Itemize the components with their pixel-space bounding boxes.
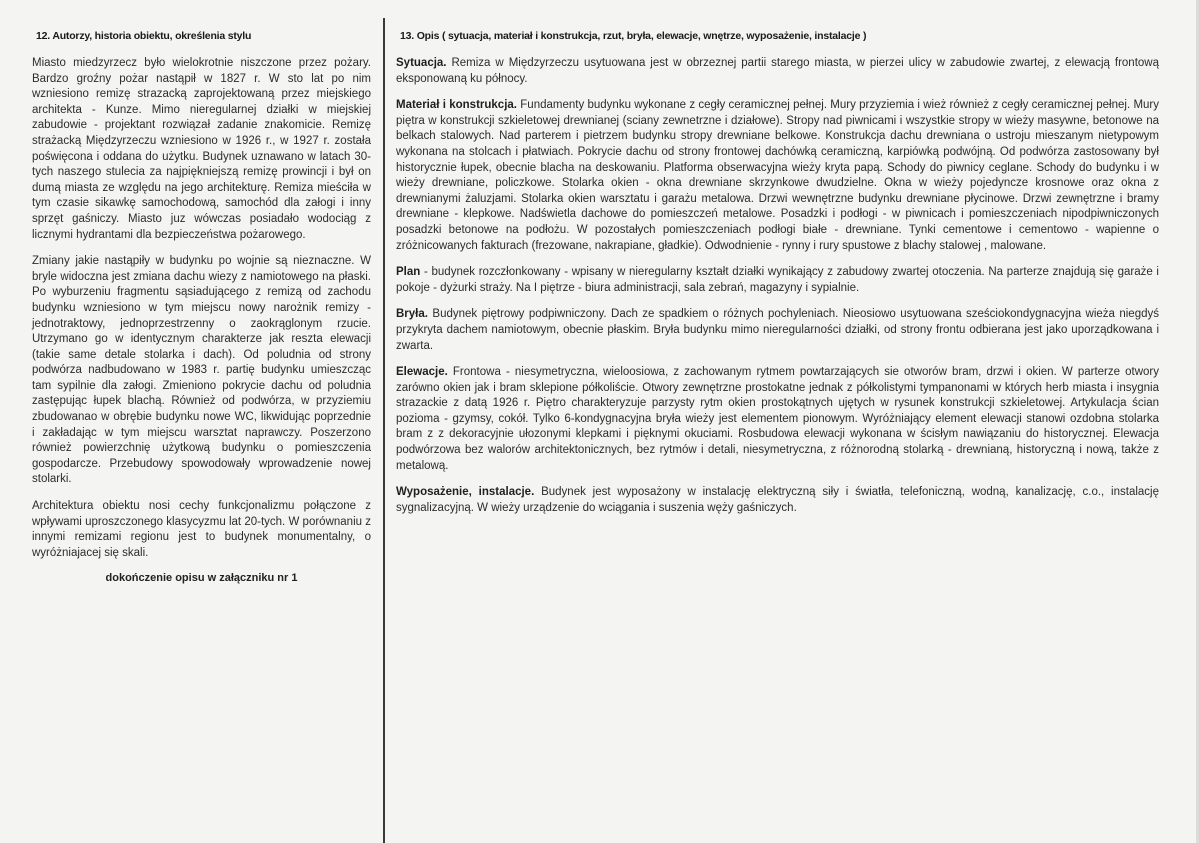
continuation-note: dokończenie opisu w załączniku nr 1 [105, 572, 298, 585]
section-situation-text: Remiza w Międzyrzeczu usytuowana jest w obrzeznej partii starego miasta, w pierzei ulicy w zabudowie zwartej, z elewacją frontową eksponowaną ku północy. [396, 57, 1159, 85]
history-paragraph-3: Architektura obiektu nosi cechy funkcjonalizmu połączone z wpływami uproszczonego klasycyzmu lat 20-tych. W porównaniu z innymi remizami regionu jest to budynek monumentalny, o wyróżniajacej się skali. [32, 500, 371, 559]
history-heading: 12. Autorzy, historia obiektu, określenia stylu [36, 30, 252, 42]
description-column [386, 0, 1199, 843]
section-situation-lead: Sytuacja. [396, 57, 447, 69]
section-material-text: Fundamenty budynku wykonane z cegły ceramicznej pełnej. Mury przyziemia i wież również z cegły ceramicznej pełnej. Mury piętra w konstrukcji szkieletowej drewnianej (sciany zewnetrzne i działowe). Stropy nad piwnicami i wszystkie stropy w wieży masywne, betonowe na belkach stalowych. Nad parterem i pietrzem budynku stropy drewniane belkowe. Konstrukcja dachu drewniana o ustroju mieszanym nietypowym wykonana na stolcach i płatwiach. Pokrycie dachu od strony frontowej dachówką ceramiczną, karpiówką podwójną. Od podwórza zastosowany był historycznie łupek, obecnie blacha na deskowaniu. Platforma obserwacyjna wieży kryta papą. Schody do piwnicy ceglane. Schody do budynku i w wieży drewniane, policzkowe. Stolarka okien - okna drewniane skrzynkowe dwudzielne. Okna w wieży pojedyncze krosnowe oraz okna z drewnianymi żaluzjami. Stolarka okien warsztatu i garażu metalowa. Drzwi wewnętrzne budynku drewniane płycinowe. Drzwi zewnętrzne i bramy drewniane - klepkowe. Nadświetla dachowe do pomieszczeń metalowe. Posadzki i podłogi - w piwnicach i pomieszczeniach nipodpiwniczonych posadzki betonowe na podłożu. W pozostałych pomieszczeniach podłogi białe - drewniane. Tynki cementowe i cementowo - wapienne o zróżnicowanych fakturach (frezowane, nakrapiane, gładkie). Odwodnienie - rynny i rury spustowe z blachy stalowej , malowane. [396, 99, 1159, 252]
description-heading: 13. Opis ( sytuacja, materiał i konstrukcja, rzut, bryła, elewacje, wnętrze, wyposażenie, instalacje ) [400, 30, 867, 42]
section-material [396, 98, 1159, 254]
section-massing-text: Budynek piętrowy podpiwniczony. Dach ze spadkiem o różnych pochyleniach. Nieosiowo usytuowana sześciokondygnacyjna wieża niegdyś przykryta dachem namiotowym, obecnie płaskim. Bryła budynku mimo nieregularności działki, od strony frontu odbierana jest jako uporządkowana i zwarta. [396, 308, 1159, 352]
history-paragraph-2: Zmiany jakie nastąpiły w budynku po wojnie są nieznaczne. W bryle widoczna jest zmiana dachu wiezy z namiotowego na płaski. Po wyburzeniu fragmentu sąsiadującego z remizą od zachodu budynku wzniesiono w tym miejscu nowy narożnik remizy - jednotraktowy, jednoprzestrzenny o zaokrąglonym rzucie. Utrzymano go w identycznym charakterze jak reszta elewacji (takie same detale stolarka i dach). Od poludnia od strony podwórza nadbudowano w 1983 r. partię budynku umieszcząc tam sypilnie dla załogi. Zmieniono pokrycie dachu od poludnia zastępując łupek blachą. Również od podwórza, w przyziemiu zbudowanao w obrębie budynku nowe WC, likwidując poprzednie i zakładając w tym miejscu warsztat naprawczy. Poszerzono również powierzchnię użytkową budynku o pomieszczenia gospodarcze. Przebudowy spowodowały wprowadzenie nowej stolarki. [32, 255, 371, 486]
section-equipment-lead: Wyposażenie, instalacje. [396, 486, 535, 499]
section-situation [396, 56, 1159, 87]
section-massing-lead: Bryła. [396, 308, 428, 321]
section-elevations-text: Frontowa - niesymetryczna, wieloosiowa, z zachowanym rytmem powtarzających sie otworów bram, drzwi i okien. W parterze otwory zarówno okien jak i bram sklepione półkoliście. Otwory zewnętrzne prostokatne jednak z półkolistymi tympanonami w których herb miasta i insygnia strazackie z datą 1926 r. Piętro charakteryzuje parzysty rytm okien prostokątnych ujętych w rysunek konstrukcji szkieletowej. Artykulacja ścian pozioma - gzymsy, cokół. Tylko 6-kondygnacyjna bryła wieży jest elementem pionowym. Wyróżniający element elewacji stanowi ozdobna stolarka bram z z dekoracyjnie ułozonymi klepkami i pięknymi okuciami. Rosbudowa elewacji wykonana w ścisłym nawiązaniu do historycznej. Elewacja podwórzowa bez walorów architektonicznych, bez rytmów i detali, niesymetryczna, z różnorodną stolarką - drewnianą, historyczną i nową, także z metalową. [396, 366, 1159, 472]
section-material-lead: Materiał i konstrukcja. [396, 99, 517, 112]
history-paragraph-1: Miasto miedzyrzecz było wielokrotnie niszczone przez pożary. Bardzo groźny pożar nastąpił w 1827 r. W sto lat po nim wzniesiono remizę strazacką zaprojektowaną przez miejskiego architekta - Kunze. Mimo nieregularnej działki w miejskiej zabudowie - projektant rozwiązał zadanie znakomicie. Remizę strażacką Międzyrzeczu wzniesiono w 1926 r., w 1927 r. została poświęcona i oddana do użytku. Budynek uznawano w latach 30-tych naszego stulecia za najpiękniejszą remizę prowincji i był on dumą miasta ze względu na jego architekturę. Remiza mieściła w tym czasie sikawkę samochodową, samochód dla załogi i inny sprzęt gaśniczy. Miasto juz wówczas posiadało wodociąg z licznymi hydrantami dla bezpieczeństwa pożarowego. [32, 57, 371, 241]
section-massing [396, 307, 1159, 354]
section-plan-text: - budynek rozczłonkowany - wpisany w nieregularny kształt działki wynikający z zabudowy zwartej otoczenia. Na parterze znajdują się garaże i pokoje - dyżurki straży. Na I piętrze - biura administracji, sala zebrań, magazyny i sypialnie. [396, 266, 1159, 294]
section-equipment-text: Budynek jest wyposażony w instalację elektryczną siły i światła, telefoniczną, wodną, kanalizację, c.o., instalację sygnalizacyjną. W wieży urządzenie do wciągania i suszenia węży gaśniczych. [396, 486, 1159, 514]
column-divider [383, 18, 385, 843]
section-elevations-lead: Elewacje. [396, 366, 448, 379]
section-equipment [396, 485, 1159, 516]
section-plan-lead: Plan [396, 266, 421, 279]
history-column [0, 0, 383, 843]
section-plan [396, 265, 1159, 296]
section-elevations [396, 365, 1159, 474]
